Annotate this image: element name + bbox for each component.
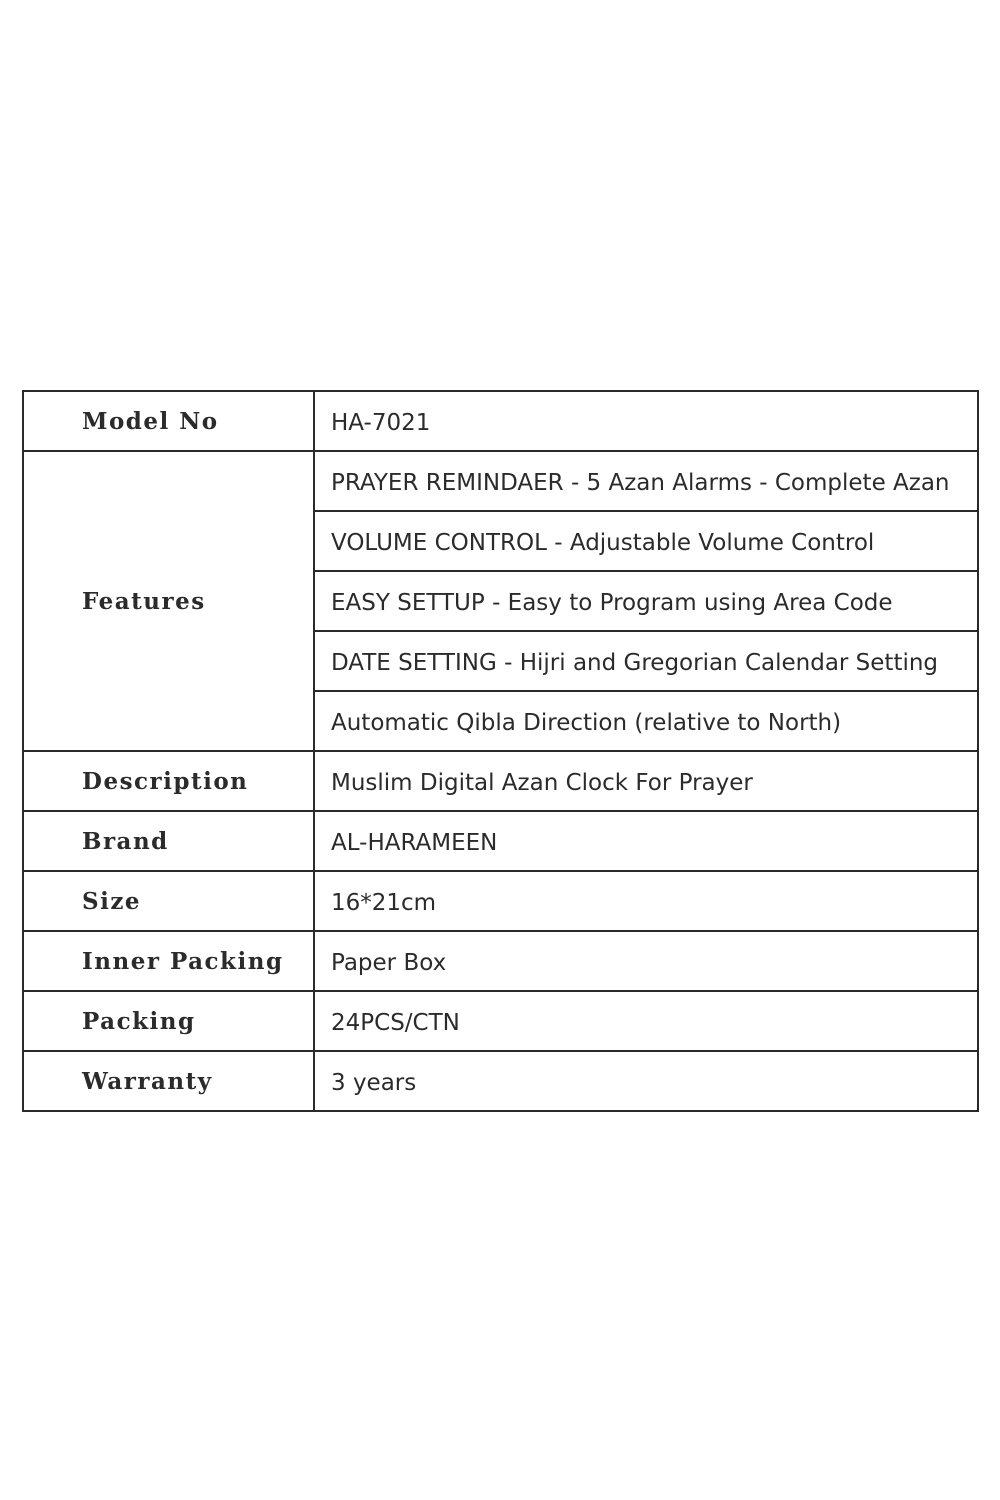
feature-item: EASY SETTUP - Easy to Program using Area Code: [314, 571, 978, 631]
value-brand: AL-HARAMEEN: [314, 811, 978, 871]
spec-table: [22, 390, 979, 1112]
feature-item: DATE SETTING - Hijri and Gregorian Calendar Setting: [314, 631, 978, 691]
feature-item: VOLUME CONTROL - Adjustable Volume Control: [314, 511, 978, 571]
value-model-no: HA-7021: [314, 391, 978, 451]
label-model-no: Model No: [23, 391, 314, 451]
value-warranty: 3 years: [314, 1051, 978, 1111]
label-packing: Packing: [23, 991, 314, 1051]
table-row-size: [23, 871, 978, 931]
table-row-description: [23, 751, 978, 811]
label-warranty: Warranty: [23, 1051, 314, 1111]
table-row-packing: [23, 991, 978, 1051]
label-inner-packing: Inner Packing: [23, 931, 314, 991]
label-features: Features: [23, 451, 314, 751]
label-description: Description: [23, 751, 314, 811]
value-inner-packing: Paper Box: [314, 931, 978, 991]
feature-item: PRAYER REMINDAER - 5 Azan Alarms - Complete Azan: [314, 451, 978, 511]
value-description: Muslim Digital Azan Clock For Prayer: [314, 751, 978, 811]
label-brand: Brand: [23, 811, 314, 871]
value-size: 16*21cm: [314, 871, 978, 931]
table-row-brand: [23, 811, 978, 871]
table-row-features: [23, 451, 978, 511]
table-row-model-no: [23, 391, 978, 451]
value-packing: 24PCS/CTN: [314, 991, 978, 1051]
table-row-warranty: [23, 1051, 978, 1111]
table-row-inner-packing: [23, 931, 978, 991]
label-size: Size: [23, 871, 314, 931]
feature-item: Automatic Qibla Direction (relative to North): [314, 691, 978, 751]
